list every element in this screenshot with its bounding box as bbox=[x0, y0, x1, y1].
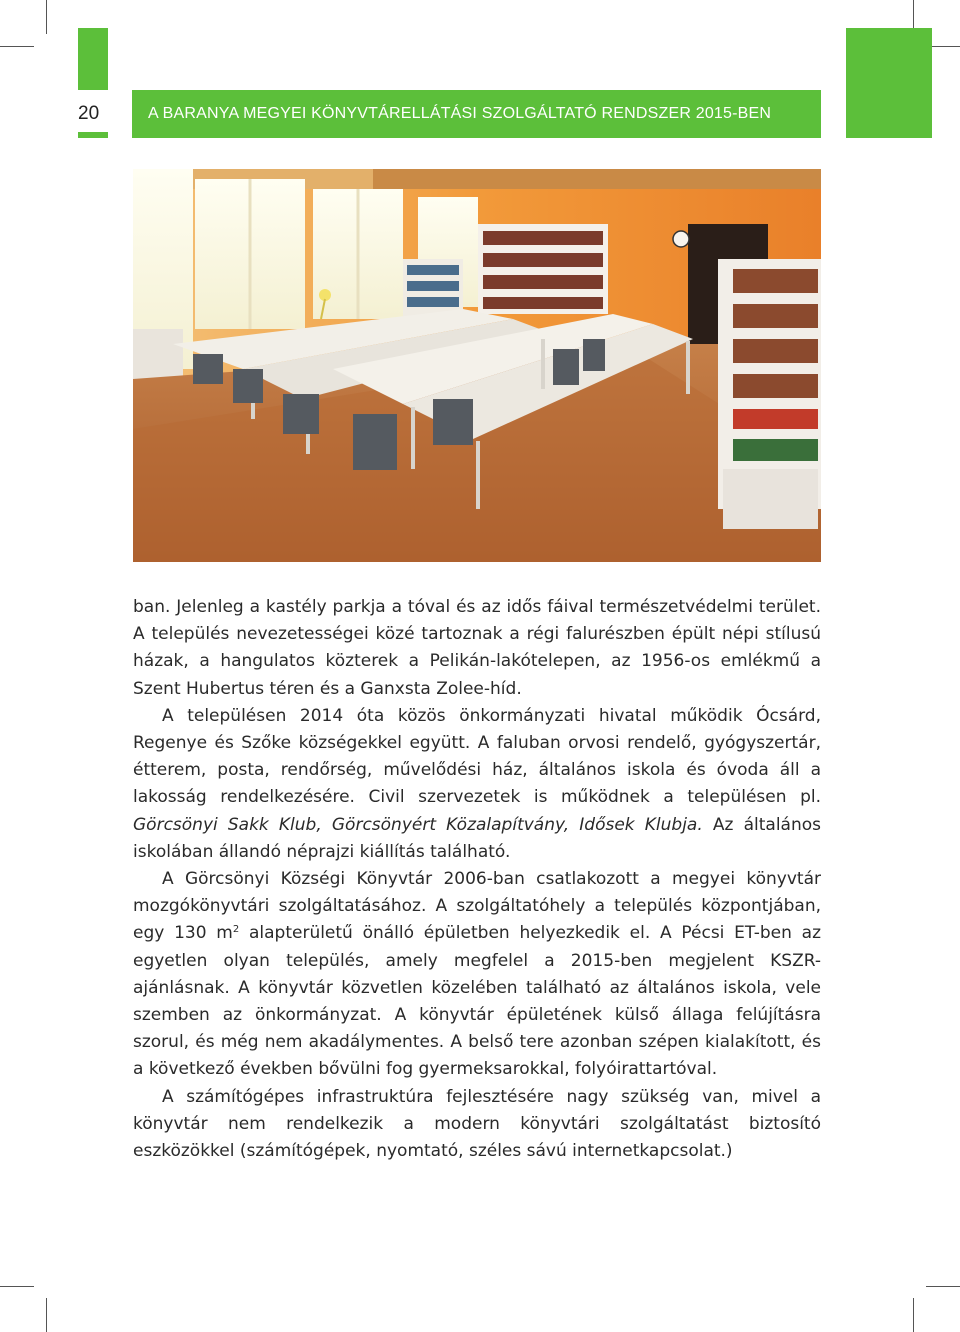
paragraph-3 bbox=[133, 866, 821, 1084]
paragraph-2-part-b: Az általános iskolában állandó néprajzi kiállítás található. bbox=[133, 814, 821, 862]
paragraph-2 bbox=[133, 703, 821, 866]
crop-mark-bottom-left-h bbox=[0, 1286, 34, 1287]
running-header bbox=[132, 90, 821, 138]
page-number-underline bbox=[78, 132, 108, 138]
crop-mark-top-left-v bbox=[46, 0, 47, 34]
right-green-bar bbox=[846, 28, 932, 138]
crop-mark-bottom-right-h bbox=[926, 1286, 960, 1287]
crop-mark-bottom-right-v bbox=[913, 1298, 914, 1332]
paragraph-3-part-b: alapterületű önálló épületben helyezkedik el. A Pécsi ET-ben az egyetlen olyan település, amely megfelel a 2015-ben megjelent KSZR-ajánlásnak. A könyvtár közvetlen közelében található az általános iskola, vele szemben az önkormányzat. A könyvtár épületének külső állaga felújításra szorul, és még nem akadálymentes. A belső tere azonban szépen kialakított, és a következő években bővülni fog gyermeksarokkal, folyóirattartóval. bbox=[133, 923, 821, 1080]
running-header-title: A BARANYA MEGYEI KÖNYVTÁRELLÁTÁSI SZOLGÁLTATÓ RENDSZER 2015-BEN bbox=[148, 105, 772, 122]
paragraph-3-part-a: A Görcsönyi Községi Könyvtár 2006-ban csatlakozott a megyei könyvtár mozgókönyvtári szolgáltatásához. A szolgáltatóhely a település központjában, egy 130 m bbox=[133, 869, 821, 944]
paragraph-1: ban. Jelenleg a kastély parkja a tóval és az idős fáival természetvédelmi terület. A település nevezetességei közé tartoznak a régi falurészben épült népi stílusú házak, a hangulatos közterek a Pelikán-lakótelepen, az 1956-os emlékmű a Szent Hubertus téren és a Ganxsta Zolee-híd. bbox=[133, 597, 821, 699]
paragraph-2-part-a: A településen 2014 óta közös önkormányzati hivatal működik Ócsárd, Regenye és Szőke községekkel együtt. A faluban orvosi rendelő, gyógyszertár, étterem, posta, rendőrség, művelődési ház, általános iskola és óvoda áll a lakosság rendelkezésére. Civil szervezetek is működnek a településen pl. bbox=[133, 705, 821, 808]
crop-mark-bottom-left-v bbox=[46, 1298, 47, 1332]
left-green-bar bbox=[78, 28, 108, 90]
paragraph-4: A számítógépes infrastruktúra fejlesztésére nagy szükség van, mivel a könyvtár nem rendelkezik a modern könyvtári szolgáltatást biztosító eszközökkel (számítógépek, nyomtató, széles sávú internetkapcsolat.) bbox=[133, 1086, 821, 1162]
body-text bbox=[133, 594, 821, 1165]
crop-mark-top-left-h bbox=[0, 46, 34, 47]
page-number: 20 bbox=[78, 103, 100, 124]
library-reading-room-photo bbox=[133, 169, 821, 562]
superscript-2: 2 bbox=[232, 924, 240, 936]
paragraph-2-italic: Görcsönyi Sakk Klub, Görcsönyért Közalapítvány, Idősek Klubja. bbox=[133, 814, 703, 835]
